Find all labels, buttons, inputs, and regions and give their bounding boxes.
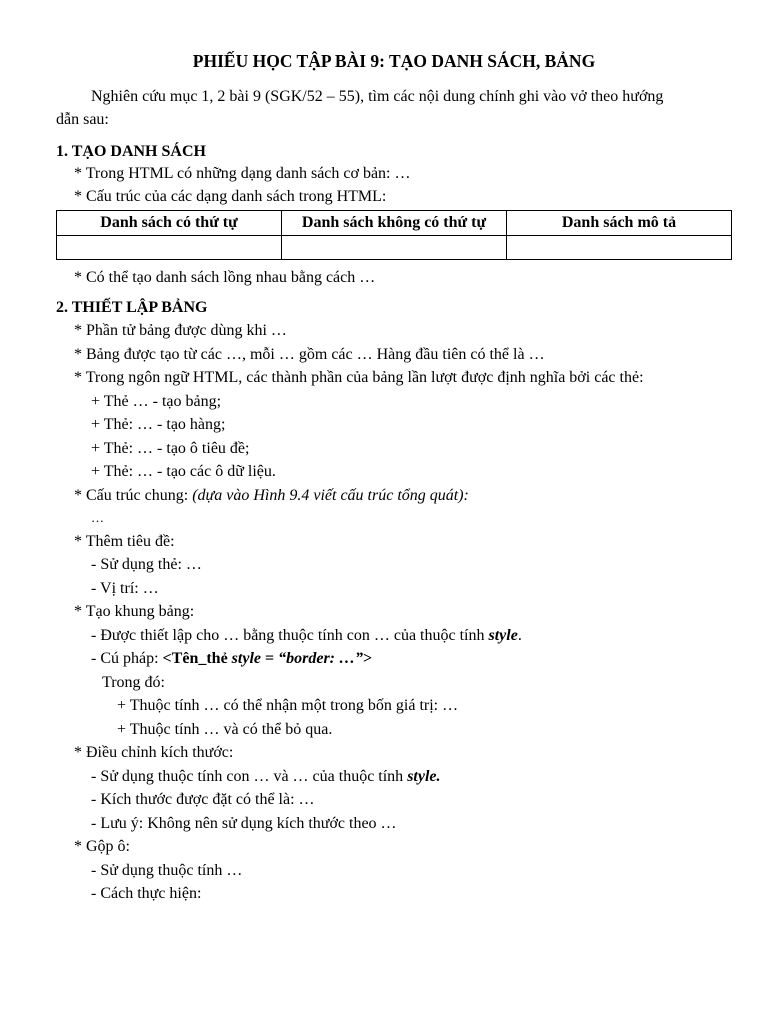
section-2-line-11: - Sử dụng thẻ: … — [91, 556, 202, 573]
header-description-list: Danh sách mô tả — [507, 211, 732, 236]
section-2-line-12: - Vị trí: … — [91, 580, 159, 597]
section-2-line-22: - Lưu ý: Không nên sử dụng kích thước theo … — [91, 815, 397, 832]
section-1-item-1: * Trong HTML có những dạng danh sách cơ bản: … — [74, 165, 411, 182]
section-2-line-15 — [91, 649, 372, 669]
section-2-line-24: - Sử dụng thuộc tính … — [91, 862, 243, 879]
section-2-line-5: + Thẻ: … - tạo hàng; — [91, 416, 226, 433]
section-2-line-14 — [91, 626, 522, 646]
cell-description-list — [507, 236, 732, 260]
border-setting-text: - Được thiết lập cho … bằng thuộc tính con … của thuộc tính — [91, 627, 489, 644]
table-header-row — [57, 211, 732, 236]
border-setting-end: . — [517, 627, 522, 644]
cell-ordered-list — [57, 236, 282, 260]
section-2-line-18: + Thuộc tính … và có thể bỏ qua. — [117, 721, 333, 738]
section-2-line-3: * Trong ngôn ngữ HTML, các thành phần của bảng lần lượt được định nghĩa bởi các thẻ: — [74, 369, 644, 386]
section-1-heading: 1. TẠO DANH SÁCH — [56, 143, 206, 160]
section-2-line-25: - Cách thực hiện: — [91, 885, 202, 902]
cell-unordered-list — [282, 236, 507, 260]
section-2-line-8 — [74, 486, 469, 506]
syntax-style-attr: style — [231, 650, 261, 667]
section-2-line-13: * Tạo khung bảng: — [74, 603, 195, 620]
intro-line-1: Nghiên cứu mục 1, 2 bài 9 (SGK/52 – 55), tìm các nội dung chính ghi vào vở theo hướng — [91, 88, 664, 105]
section-2-line-16: Trong đó: — [102, 674, 165, 691]
header-ordered-list: Danh sách có thứ tự — [57, 211, 282, 236]
syntax-label: - Cú pháp: — [91, 650, 163, 667]
style-keyword-2: style. — [407, 768, 441, 785]
section-2-line-4: + Thẻ … - tạo bảng; — [91, 393, 222, 410]
section-2-heading: 2. THIẾT LẬP BẢNG — [56, 299, 208, 316]
list-types-table — [56, 210, 732, 260]
section-2-line-21: - Kích thước được đặt có thể là: … — [91, 791, 315, 808]
style-keyword: style — [488, 627, 518, 644]
section-1-item-3: * Có thể tạo danh sách lồng nhau bằng cách … — [74, 269, 376, 286]
size-attr-text: - Sử dụng thuộc tính con … và … của thuộc tính — [91, 768, 408, 785]
general-structure-hint: (dựa vào Hình 9.4 viết cấu trúc tổng quát): — [192, 487, 469, 504]
syntax-tag-open: <Tên_thẻ — [162, 650, 232, 667]
intro-line-2: dẫn sau: — [56, 111, 109, 128]
section-2-line-9: … — [91, 510, 104, 525]
table-row — [57, 236, 732, 260]
page-title: PHIẾU HỌC TẬP BÀI 9: TẠO DANH SÁCH, BẢNG — [192, 51, 596, 71]
section-2-line-23: * Gộp ô: — [74, 838, 130, 855]
section-2-line-20 — [91, 767, 441, 787]
syntax-equals: = — [261, 650, 279, 667]
section-2-line-1: * Phần tử bảng được dùng khi … — [74, 322, 287, 339]
section-2-line-19: * Điều chỉnh kích thước: — [74, 744, 234, 761]
syntax-border-value: “border: …” — [278, 650, 364, 667]
section-1-item-2: * Cấu trúc của các dạng danh sách trong HTML: — [74, 188, 387, 205]
general-structure-label: * Cấu trúc chung: — [74, 487, 193, 504]
section-2-line-2: * Bảng được tạo từ các …, mỗi … gồm các … Hàng đầu tiên có thể là … — [74, 346, 545, 363]
header-unordered-list: Danh sách không có thứ tự — [282, 211, 507, 236]
section-2-line-17: + Thuộc tính … có thể nhận một trong bốn giá trị: … — [117, 697, 459, 714]
section-2-line-10: * Thêm tiêu đề: — [74, 533, 175, 550]
syntax-tag-close: > — [363, 650, 373, 667]
section-2-line-6: + Thẻ: … - tạo ô tiêu đề; — [91, 440, 250, 457]
section-2-line-7: + Thẻ: … - tạo các ô dữ liệu. — [91, 463, 276, 480]
